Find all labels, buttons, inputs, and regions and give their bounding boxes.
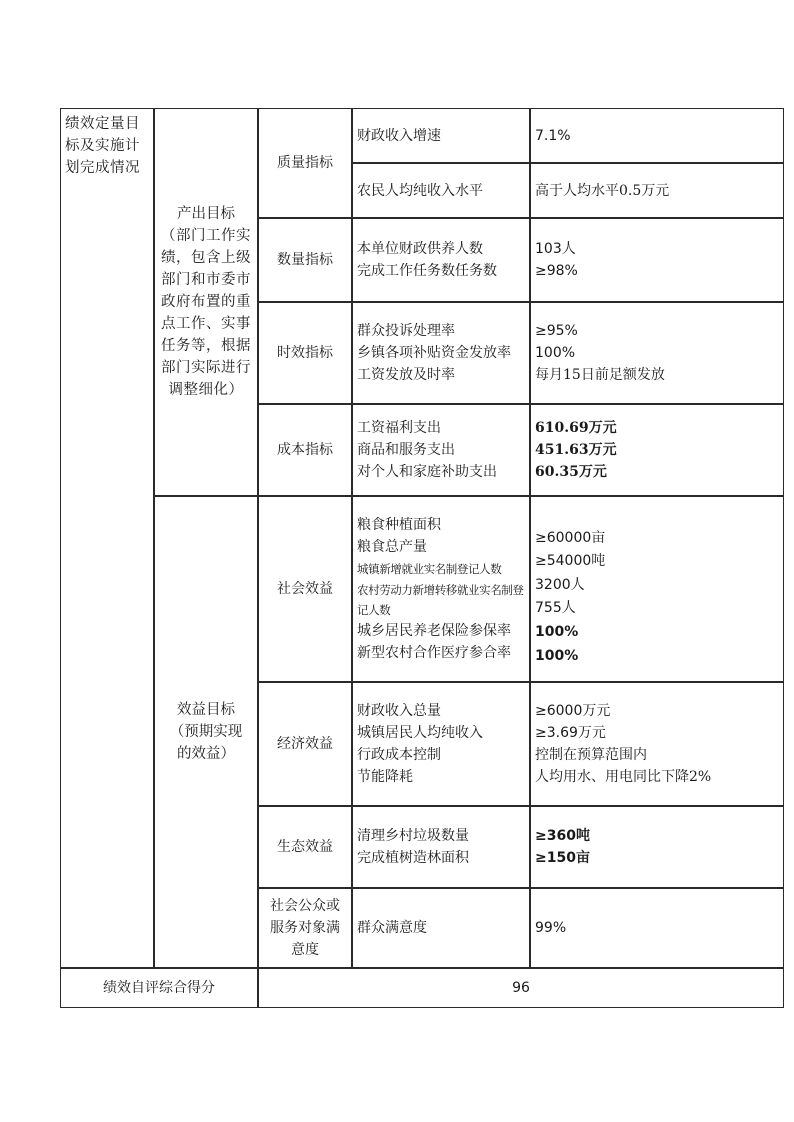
value-text: 3200人	[535, 577, 585, 593]
indicator-cell	[352, 682, 530, 806]
value-text: 103人	[535, 241, 576, 257]
score-value: 96	[258, 968, 784, 1008]
category-quality: 质量指标	[258, 108, 352, 218]
indicator-text: 对个人和家庭补助支出	[357, 464, 497, 480]
category-social-benefit: 社会效益	[258, 496, 352, 682]
indicator-cell	[352, 108, 530, 163]
section-label-cell	[60, 108, 154, 968]
indicator-cell	[352, 163, 530, 218]
benefit-target-cell	[154, 496, 258, 968]
indicator-text: 农民人均纯收入水平	[357, 182, 483, 199]
value-text: 451.63万元	[535, 442, 617, 458]
score-label: 绩效自评综合得分	[60, 968, 258, 1008]
indicator-cell	[352, 496, 530, 682]
value-cell	[530, 108, 784, 163]
category-satisfaction: 社会公众或服务对象满意度	[258, 888, 352, 968]
indicator-text: 财政收入总量	[357, 703, 441, 719]
value-text: 755人	[535, 600, 576, 616]
indicator-text: 新型农村合作医疗参合率	[357, 645, 511, 661]
indicator-cell	[352, 302, 530, 404]
category-economic-benefit: 经济效益	[258, 682, 352, 806]
indicator-text: 粮食总产量	[357, 539, 427, 555]
indicator-text: 农村劳动力新增转移就业实名制登记人数	[357, 583, 524, 617]
indicator-text: 财政收入增速	[357, 127, 441, 144]
output-target-cell	[154, 108, 258, 496]
indicator-text: 粮食种植面积	[357, 517, 441, 533]
value-text: 控制在预算范围内	[535, 747, 647, 763]
value-text: ≥6000万元	[535, 703, 611, 719]
indicator-text: 城镇新增就业实名制登记人数	[357, 562, 502, 576]
value-text: 100%	[535, 624, 579, 640]
value-cell	[530, 682, 784, 806]
value-cell	[530, 404, 784, 496]
value-cell	[530, 888, 784, 968]
category-quantity: 数量指标	[258, 218, 352, 302]
value-text: 每月15日前足额发放	[535, 367, 665, 383]
benefit-description: （预期实现的效益）	[169, 724, 243, 762]
category-cost: 成本指标	[258, 404, 352, 496]
value-text: ≥3.69万元	[535, 725, 606, 741]
indicator-text: 城镇居民人均纯收入	[357, 725, 483, 741]
value-cell	[530, 496, 784, 682]
value-text: ≥60000亩	[535, 530, 606, 546]
value-text: 7.1%	[535, 127, 571, 144]
indicator-cell	[352, 806, 530, 888]
performance-table	[60, 108, 784, 1008]
indicator-cell	[352, 888, 530, 968]
indicator-text: 清理乡村垃圾数量	[357, 828, 469, 844]
value-text: 60.35万元	[535, 464, 607, 480]
indicator-text: 行政成本控制	[357, 747, 441, 763]
indicator-text: 完成植树造林面积	[357, 850, 469, 866]
indicator-text: 工资发放及时率	[357, 367, 455, 383]
indicator-text: 本单位财政供养人数	[357, 241, 483, 257]
benefit-title: 效益目标	[177, 702, 235, 718]
value-text: ≥98%	[535, 263, 578, 279]
output-title: 产出目标	[177, 206, 235, 222]
indicator-text: 节能降耗	[357, 769, 413, 785]
indicator-text: 乡镇各项补贴资金发放率	[357, 345, 511, 361]
indicator-text: 工资福利支出	[357, 420, 441, 436]
value-text: ≥360吨	[535, 828, 590, 844]
value-text: 高于人均水平0.5万元	[535, 182, 670, 199]
value-text: ≥150亩	[535, 850, 590, 866]
value-text: ≥54000吨	[535, 553, 606, 569]
value-text: 100%	[535, 345, 576, 361]
indicator-text: 群众满意度	[357, 920, 427, 936]
indicator-text: 城乡居民养老保险参保率	[357, 623, 511, 639]
category-timeliness: 时效指标	[258, 302, 352, 404]
output-description: （部门工作实绩，包含上级部门和市委市政府布置的重点工作、实事任务等，根据部门实际进行调整细化）	[161, 228, 251, 398]
indicator-text: 商品和服务支出	[357, 442, 455, 458]
indicator-text: 完成工作任务数任务数	[357, 263, 497, 279]
indicator-cell	[352, 218, 530, 302]
indicator-text: 群众投诉处理率	[357, 323, 455, 339]
section-label: 绩效定量目标及实施计划完成情况	[65, 116, 140, 176]
value-cell	[530, 302, 784, 404]
value-text: 99%	[535, 920, 567, 936]
value-text: 人均用水、用电同比下降2%	[535, 769, 712, 785]
value-text: 610.69万元	[535, 420, 617, 436]
value-text: ≥95%	[535, 323, 578, 339]
indicator-cell	[352, 404, 530, 496]
value-text: 100%	[535, 648, 579, 664]
category-ecological-benefit: 生态效益	[258, 806, 352, 888]
value-cell	[530, 806, 784, 888]
value-cell	[530, 218, 784, 302]
value-cell	[530, 163, 784, 218]
